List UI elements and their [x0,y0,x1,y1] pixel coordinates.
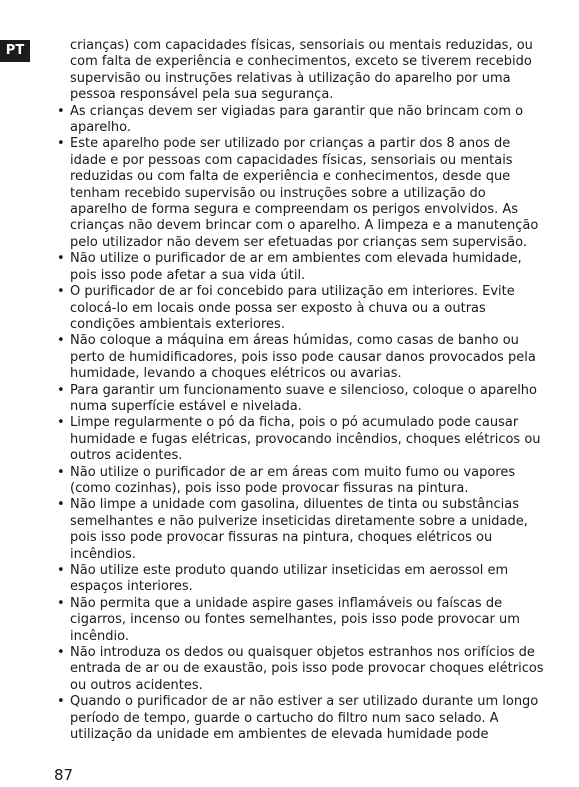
list-item: • Quando o purificador de ar não estiver a ser utilizado durante um longo período de tempo, guarde o cartucho do filtro num saco selado. A utilização da unidade em ambientes de elevada humidade pode [54,694,546,743]
list-item: • Não coloque a máquina em áreas húmidas, como casas de banho ou perto de humidificadores, pois isso pode causar danos provocados pela humidade, levando a choques elétricos ou avarias. [54,333,546,382]
list-item: • Não utilize o purificador de ar em ambientes com elevada humidade, pois isso pode afetar a sua vida útil. [54,251,546,284]
list-item: • Não limpe a unidade com gasolina, diluentes de tinta ou substâncias semelhantes e não pulverize inseticidas diretamente sobre a unidade, pois isso pode provocar fissuras na pintura, choques elétricos ou incêndios. [54,497,546,563]
bullet-list [54,104,546,744]
list-item: • Não permita que a unidade aspire gases inflamáveis ou faíscas de cigarros, incenso ou fontes semelhantes, pois isso pode provocar um incêndio. [54,596,546,645]
list-item: • Não introduza os dedos ou quaisquer objetos estranhos nos orifícios de entrada de ar ou de exaustão, pois isso pode provocar choques elétricos ou outros acidentes. [54,645,546,694]
list-item: • O purificador de ar foi concebido para utilização em interiores. Evite colocá-lo em locais onde possa ser exposto à chuva ou a outras condições ambientais exteriores. [54,284,546,333]
list-item: • Não utilize o purificador de ar em áreas com muito fumo ou vapores (como cozinhas), pois isso pode provocar fissuras na pintura. [54,465,546,498]
list-item: • Limpe regularmente o pó da ficha, pois o pó acumulado pode causar humidade e fugas elétricas, provocando incêndios, choques elétricos ou outros acidentes. [54,415,546,464]
continuation-paragraph: crianças) com capacidades físicas, sensoriais ou mentais reduzidas, ou com falta de experiência e conhecimentos, exceto se tiverem recebido supervisão ou instruções relativas à utilização do aparelho por uma pessoa responsável pela sua segurança. [70,38,533,103]
language-tab: PT [0,40,30,62]
safety-instructions [54,38,546,743]
list-item: • Este aparelho pode ser utilizado por crianças a partir dos 8 anos de idade e por pessoas com capacidades físicas, sensoriais ou mentais reduzidas ou com falta de experiência e conhecimentos, desde que tenham recebido supervisão ou instruções sobre a utilização do aparelho de forma segura e compreendam os perigos envolvidos. As crianças não devem brincar com o aparelho. A limpeza e a manutenção pelo utilizador não devem ser efetuadas por crianças sem supervisão. [54,136,546,251]
list-item: • Para garantir um funcionamento suave e silencioso, coloque o aparelho numa superfície estável e nivelada. [54,383,546,416]
list-item: • Não utilize este produto quando utilizar inseticidas em aerossol em espaços interiores. [54,563,546,596]
page-number: 87 [54,766,74,784]
list-item: • As crianças devem ser vigiadas para garantir que não brincam com o aparelho. [54,104,546,137]
